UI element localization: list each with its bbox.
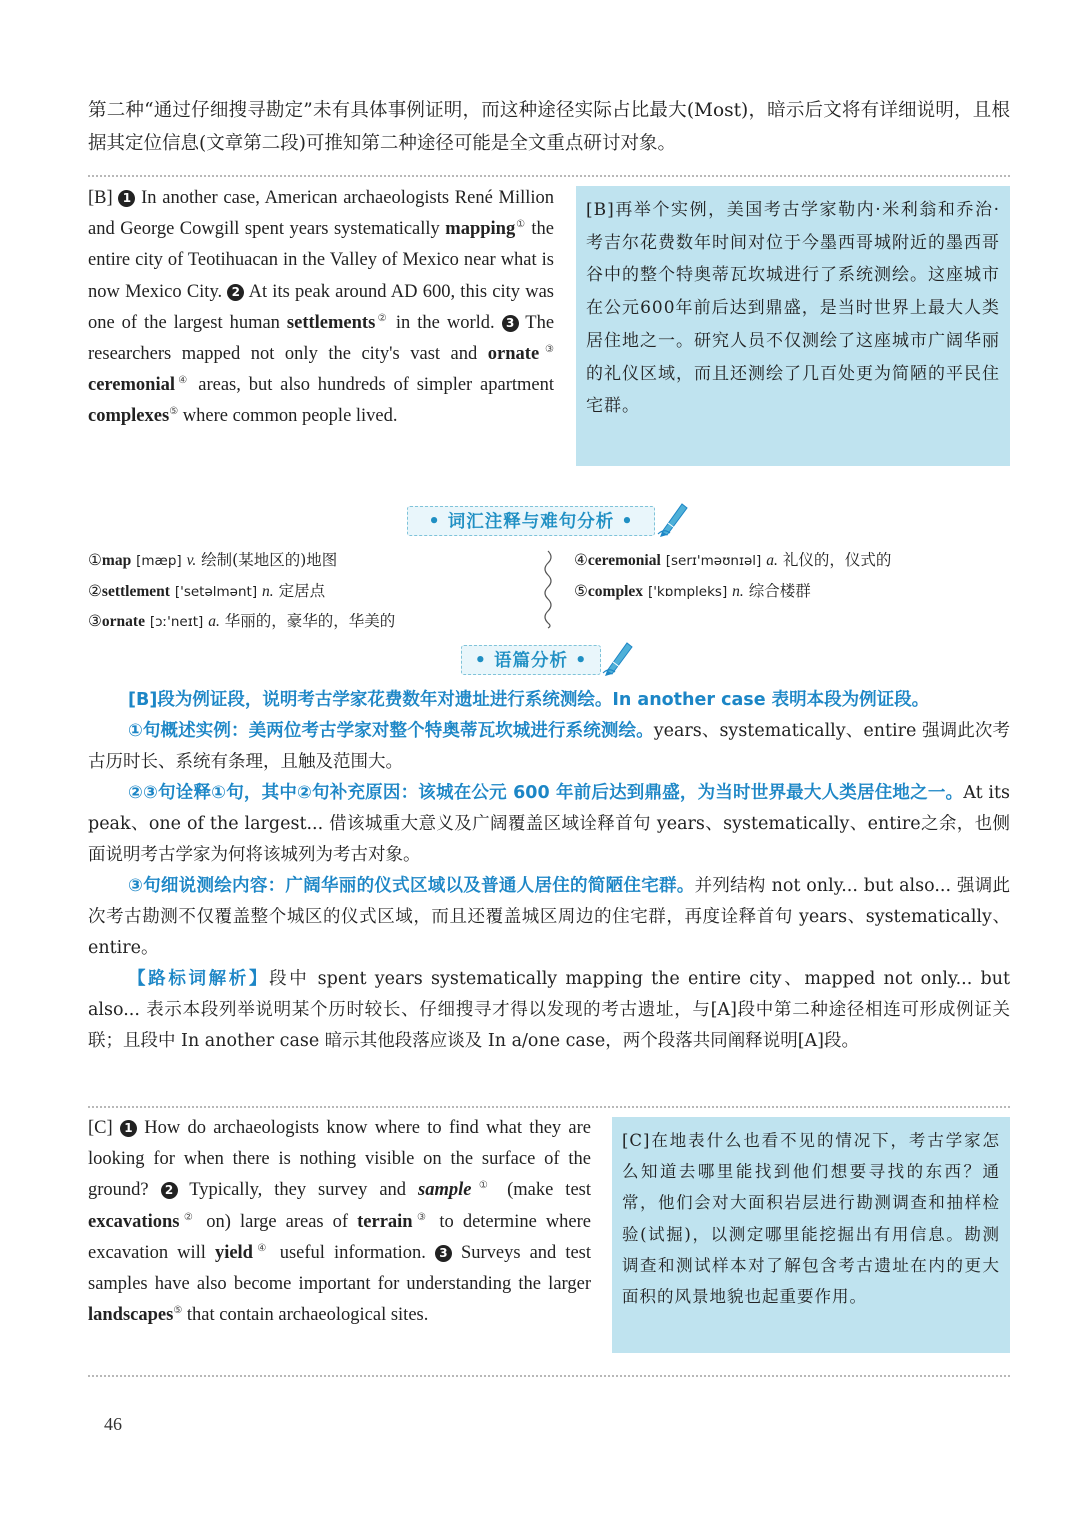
translation-text: [C]在地表什么也看不见的情况下，考古学家怎么知道去哪里能找到他们想要寻找的东西？通常，他们会对大面积岩层进行勘测调查和抽样检验(试掘)，以测定哪里能挖掘出有用信息。勘测调查和测试样本对了解包含考古遗址在内的更大面积的风景地貌也起重要作用。 <box>622 1131 1000 1307</box>
vocab-pos: n. <box>732 582 744 600</box>
vocab-word: map <box>101 552 132 569</box>
vocab-word: settlements <box>286 312 376 333</box>
sentence-text: on) large areas of <box>206 1211 349 1232</box>
pen-icon <box>601 637 637 677</box>
sentence-text: the entire city of Teotihuacan in the Valley of Mexico near what is now Mexico City. <box>88 219 555 302</box>
vocab-word: ornate <box>101 613 145 630</box>
vocab-entry <box>574 546 1010 577</box>
sentence-text: Typically, they survey and <box>189 1180 407 1201</box>
analysis-highlight: ②③句诠释①句，其中②句补充原因：该城在公元 600 年前后达到鼎盛，为当时世界最大人类居住地之一。 <box>128 783 964 803</box>
vocab-pos: n. <box>262 582 274 600</box>
footnote-mark: ⑤ <box>169 406 179 418</box>
vocab-phonetic: [ɔː'neɪt] <box>149 614 204 630</box>
footnote-mark: ⑤ <box>173 1305 183 1317</box>
vocab-word: landscapes <box>88 1305 174 1326</box>
section-b-english <box>88 183 554 433</box>
sentence-number: 3 <box>435 1245 452 1262</box>
footnote-mark: ④ <box>252 1242 271 1254</box>
vocab-word: ceremonial <box>587 552 661 569</box>
sentence-text: The researchers mapped not only the city's vast and <box>88 312 555 365</box>
analysis-paragraph <box>88 716 1010 778</box>
pen-icon <box>656 498 692 538</box>
sentence-text: that contain archaeological sites. <box>186 1305 429 1326</box>
discourse-analysis <box>88 685 1010 1057</box>
analysis-paragraph <box>88 778 1010 871</box>
vocab-word: excavations <box>88 1211 180 1232</box>
vocab-list-right <box>574 546 1010 607</box>
vocab-definition: 绘制(某地区的)地图 <box>201 551 338 569</box>
sentence-text: to determine where excavation will <box>88 1211 592 1263</box>
sentence-number: 2 <box>161 1182 178 1199</box>
vocab-number: ③ <box>88 612 102 630</box>
vocab-definition: 定居点 <box>278 581 326 600</box>
intro-paragraph: 第二种“通过仔细搜寻勘定”未有具体事例证明，而这种途径实际占比最大(Most)，暗示后文将有详细说明，且根据其定位信息(文章第二段)可推知第二种途径可能是全文重点研讨对象。 <box>88 100 1010 154</box>
vocab-number: ① <box>88 551 102 569</box>
vocab-word: settlement <box>101 582 170 600</box>
wavy-divider <box>538 549 558 629</box>
vocab-definition: 华丽的，豪华的，华美的 <box>224 612 396 630</box>
dotted-divider <box>88 175 1010 177</box>
vocab-definition: 礼仪的，仪式的 <box>782 551 892 569</box>
vocab-word: terrain <box>357 1211 413 1232</box>
vocab-list-left <box>88 546 528 638</box>
sentence-number: 2 <box>227 284 244 301</box>
vocab-word: ornate <box>487 344 540 365</box>
footnote-mark: ② <box>375 312 389 324</box>
sentence-text: where common people lived. <box>182 406 398 427</box>
vocab-word: sample <box>418 1180 472 1201</box>
vocab-heading: • 词汇注释与难句分析 • <box>407 506 655 536</box>
vocab-pos: a. <box>208 613 220 630</box>
discourse-heading: • 语篇分析 • <box>461 645 601 675</box>
sentence-text: in the world. <box>395 312 495 333</box>
footnote-mark: ④ <box>175 375 191 387</box>
vocab-word: complex <box>587 582 644 600</box>
vocab-entry <box>88 546 528 577</box>
vocab-entry <box>574 577 1010 608</box>
vocab-word: mapping <box>445 219 516 240</box>
footnote-mark: ① <box>471 1180 496 1192</box>
analysis-text: 段中 spent years systematically mapping the entire city、mapped not only... but also... 表示本段列举说明某个历时较长、仔细搜寻才得以发现的考古遗址，与[A]段中第二种途径相连可形成例证关联；且段中 In another case 暗示其他段落应谈及 In a/one case，两个段落共同阐释说明[A]段。 <box>88 969 1011 1051</box>
sentence-text: useful information. <box>279 1242 426 1263</box>
sentence-text: areas, but also hundreds of simpler apartment <box>198 375 555 396</box>
analysis-text: years、systematically、entire 强调此次考古历时长、系统有条理，且触及范围大。 <box>88 721 1010 772</box>
vocab-definition: 综合楼群 <box>748 581 811 600</box>
analysis-paragraph <box>88 964 1010 1057</box>
footnote-mark: ③ <box>539 344 555 356</box>
footnote-mark: ① <box>515 219 526 231</box>
section-label: [B] <box>88 188 113 208</box>
analysis-paragraph <box>88 871 1010 964</box>
analysis-highlight: ①句概述实例：美两位考古学家对整个特奥蒂瓦坎城进行系统测绘。 <box>128 721 654 741</box>
vocab-entry <box>88 577 528 608</box>
vocab-entry <box>88 607 528 638</box>
section-label: [C] <box>88 1118 113 1138</box>
analysis-text: 并列结构 not only... but also... 强调此次考古勘测不仅覆盖整个城区的仪式区域，而且还覆盖城区周边的住宅群，再度诠释首句 years、systematically、entire。 <box>88 876 1010 958</box>
dotted-divider <box>88 1106 1010 1108</box>
sentence-number: 1 <box>120 1120 137 1137</box>
vocab-pos: v. <box>186 552 197 569</box>
vocab-word: ceremonial <box>88 375 175 396</box>
sentence-text: At its peak around AD 600, this city was one of the largest human <box>88 281 555 333</box>
signpost-label: 【路标词解析】 <box>128 969 270 989</box>
page-number: 46 <box>104 1414 122 1434</box>
analysis-highlight: ③句细说测绘内容：广阔华丽的仪式区域以及普通人居住的简陋住宅群。 <box>128 876 695 896</box>
translation-text: [B]再举个实例，美国考古学家勒内·米利翁和乔治·考吉尔花费数年时间对位于今墨西哥城附近的墨西哥谷中的整个特奥蒂瓦坎城进行了系统测绘。这座城市在公元600年前后达到鼎盛，是当时世界上最大人类居住地之一。研究人员不仅测绘了这座城市广阔华丽的礼仪区域，而且还测绘了几百处更为简陋的平民住宅群。 <box>586 200 1000 417</box>
vocab-phonetic: [mæp] <box>136 553 182 569</box>
vocab-number: ② <box>88 581 102 600</box>
vocab-pos: a. <box>766 552 778 569</box>
vocab-phonetic: [serɪ'məʊnɪəl] <box>665 553 762 569</box>
vocab-word: yield <box>214 1242 253 1263</box>
sentence-number: 3 <box>502 315 519 332</box>
dotted-divider <box>88 1375 1010 1377</box>
section-c-english <box>88 1113 591 1331</box>
sentence-text: (make test <box>507 1180 591 1201</box>
section-b-translation-box <box>576 186 1010 466</box>
sentence-text: How do archaeologists know where to find what they are looking for when there is nothing visible on the surface of the ground? <box>88 1118 592 1201</box>
vocab-word: complexes <box>88 406 170 427</box>
vocab-number: ⑤ <box>574 581 588 600</box>
sentence-number: 1 <box>118 190 135 207</box>
analysis-summary: [B]段为例证段，说明考古学家花费数年对遗址进行系统测绘。In another case 表明本段为例证段。 <box>128 690 930 710</box>
analysis-text: At its peak、one of the largest... 借该城重大意义及广阔覆盖区域诠释首句 years、systematically、entire之余，也侧面说明考古学家为何将该城列为考古对象。 <box>88 783 1010 865</box>
vocab-phonetic: ['kɒmpleks] <box>647 583 728 600</box>
footnote-mark: ③ <box>412 1211 431 1223</box>
sentence-text: Surveys and test samples have also become important for understanding the larger <box>88 1242 592 1295</box>
section-c-translation-box <box>612 1117 1010 1353</box>
footnote-mark: ② <box>179 1211 198 1223</box>
vocab-number: ④ <box>574 551 588 569</box>
vocab-phonetic: ['setəlmənt] <box>174 583 258 600</box>
sentence-text: In another case, American archaeologists René Million and George Cowgill spent years systematically <box>88 188 554 240</box>
